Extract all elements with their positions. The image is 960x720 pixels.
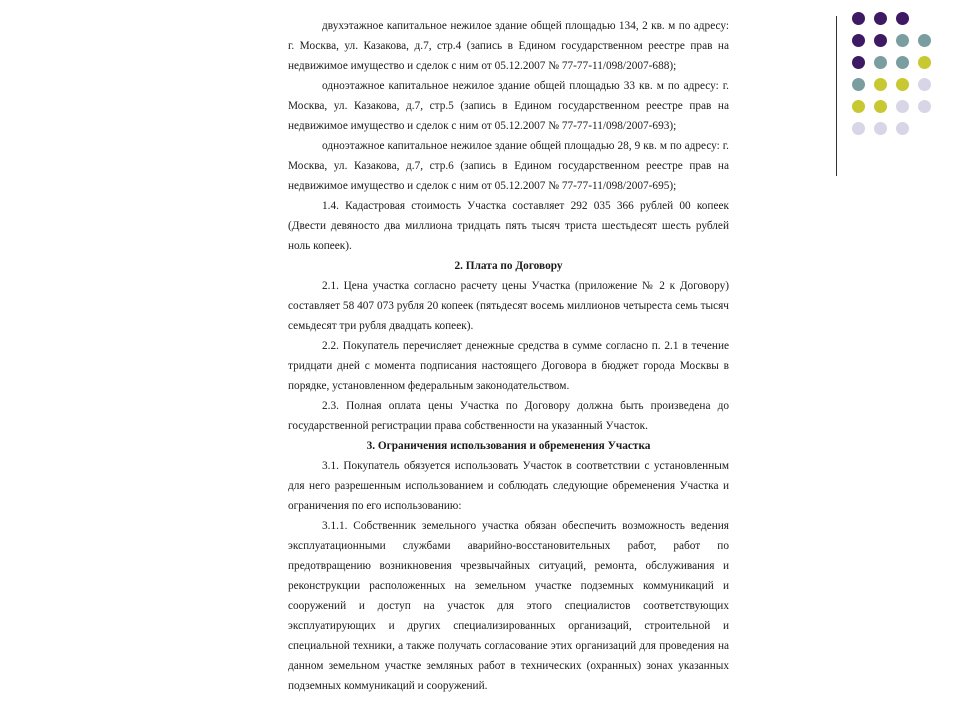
paragraph-1-4: 1.4. Кадастровая стоимость Участка составляет 292 035 366 рублей 00 копеек (Двести девяносто два миллиона тридцать пять тысяч триста шестьдесят шесть рублей ноль копеек). — [288, 200, 729, 252]
decorative-dot — [852, 78, 865, 91]
decorative-dot — [852, 12, 865, 25]
paragraph-3-1: 3.1. Покупатель обязуется использовать Участок в соответствии с установленным для него разрешенным использованием и соблюдать следующие обременения Участка и ограничения по его использованию: — [288, 460, 729, 512]
decorative-dot — [896, 78, 909, 91]
paragraph-3-1-1: 3.1.1. Собственник земельного участка обязан обеспечить возможность ведения эксплуатационными службами аварийно-восстановительных работ, работ по предотвращению возникновения чрезвычайных ситуаций, ремонта, обслуживания и реконструкции расположенных на земельном участке подземных коммуникаций и сооружений и доступ на участок для этого специалистов соответствующих эксплуатирующих и других специализированных организаций, строительной и специальной техники, а также получать согласование этих организаций для проведения на данном земельном участке земляных работ в технических (охранных) зонах указанных подземных коммуникаций и сооружений. — [288, 520, 729, 692]
paragraph-2-1: 2.1. Цена участка согласно расчету цены Участка (приложение № 2 к Договору) составляет 58 407 073 рубля 20 копеек (пятьдесят восемь миллионов четыреста семь тысяч семьдесят три рубля двадцать копеек). — [288, 280, 729, 332]
decorative-dot — [918, 34, 931, 47]
decorative-dot — [918, 78, 931, 91]
document-body — [288, 16, 729, 696]
decorative-dot — [874, 56, 887, 69]
decorative-dot — [896, 56, 909, 69]
decorative-dot — [852, 100, 865, 113]
decorative-dot-grid — [852, 12, 952, 162]
decorative-dot — [852, 56, 865, 69]
decorative-dot — [874, 12, 887, 25]
decorative-dot — [896, 12, 909, 25]
decorative-dot — [918, 56, 931, 69]
decorative-dot — [874, 100, 887, 113]
decorative-dot — [874, 122, 887, 135]
section-2-title: 2. Плата по Договору — [454, 260, 563, 272]
decorative-dot — [874, 34, 887, 47]
vertical-divider — [836, 16, 837, 176]
decorative-dot — [918, 100, 931, 113]
paragraph-building-4: двухэтажное капитальное нежилое здание общей площадью 134, 2 кв. м по адресу: г. Москва, ул. Казакова, д.7, стр.4 (запись в Едином государственном реестре прав на недвижимое имущество и сделок с ним от 05.12.2007 № 77-77-11/098/2007-688); — [288, 20, 729, 72]
decorative-dot — [896, 100, 909, 113]
paragraph-2-3: 2.3. Полная оплата цены Участка по Договору должна быть произведена до государственной регистрации права собственности на указанный Участок. — [288, 400, 729, 432]
decorative-dot — [896, 122, 909, 135]
section-3-title: 3. Ограничения использования и обременения Участка — [366, 440, 651, 452]
decorative-dot — [896, 34, 909, 47]
decorative-dot — [852, 34, 865, 47]
paragraph-building-6: одноэтажное капитальное нежилое здание общей площадью 28, 9 кв. м по адресу: г. Москва, ул. Казакова, д.7, стр.6 (запись в Едином государственном реестре прав на недвижимое имущество и сделок с ним от 05.12.2007 № 77-77-11/098/2007-695); — [288, 140, 729, 192]
decorative-dot — [874, 78, 887, 91]
decorative-dot — [852, 122, 865, 135]
paragraph-2-2: 2.2. Покупатель перечисляет денежные средства в сумме согласно п. 2.1 в течение тридцати дней с момента подписания настоящего Договора в бюджет города Москвы в порядке, установленном федеральным законодательством. — [288, 340, 729, 392]
paragraph-building-5: одноэтажное капитальное нежилое здание общей площадью 33 кв. м по адресу: г. Москва, ул. Казакова, д.7, стр.5 (запись в Едином государственном реестре прав на недвижимое имущество и сделок с ним от 05.12.2007 № 77-77-11/098/2007-693); — [288, 80, 729, 132]
